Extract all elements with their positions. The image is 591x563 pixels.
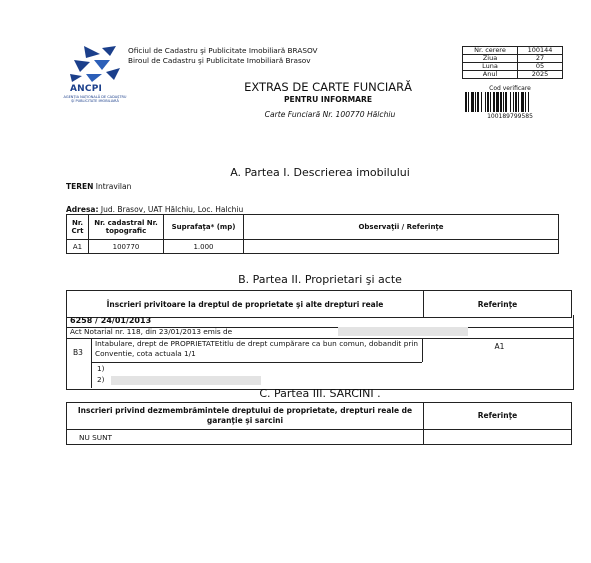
document-subtitle: PENTRU INFORMARE bbox=[283, 95, 373, 104]
cell-nr-cadastral: 100770 bbox=[89, 240, 164, 254]
barcode-bar bbox=[513, 92, 514, 112]
info-label: Nr. cerere bbox=[463, 47, 518, 55]
owner-2-label: 2) bbox=[97, 375, 105, 384]
barcode-bar bbox=[515, 92, 517, 112]
col-referinte: Referinţe bbox=[424, 291, 572, 318]
office-line-1: Oficiul de Cadastru şi Publicitate Imobiliară BRASOV bbox=[128, 46, 318, 55]
table-header-row bbox=[67, 215, 559, 240]
property-type bbox=[66, 182, 131, 191]
info-row bbox=[463, 55, 563, 63]
logo-text: ANCPI bbox=[70, 84, 103, 94]
col-nr-crt: Nr. Crt bbox=[67, 215, 89, 240]
divider bbox=[422, 338, 423, 362]
verification-code-value: 100189799585 bbox=[487, 113, 533, 120]
barcode-bar bbox=[487, 92, 489, 112]
property-type-value: Intravilan bbox=[93, 182, 132, 191]
barcode-bar bbox=[485, 92, 486, 112]
info-label: Luna bbox=[463, 63, 518, 71]
ancpi-logo bbox=[66, 44, 128, 114]
barcode-bar bbox=[465, 92, 467, 112]
barcode-bar bbox=[475, 92, 476, 112]
info-row bbox=[463, 71, 563, 79]
info-value: 05 bbox=[518, 63, 563, 71]
part-c-title: C. Partea III. SARCINI . bbox=[259, 387, 381, 400]
info-value: 27 bbox=[518, 55, 563, 63]
table-header-row bbox=[67, 291, 572, 318]
col-inscrieri: Inscrieri privind dezmembrămintele dreptului de proprietate, drepturi reale de garanţie şi sarcini bbox=[67, 403, 424, 430]
address-value: Jud. Brasov, UAT Hălchiu, Loc. Halchiu bbox=[98, 205, 244, 214]
info-row bbox=[463, 47, 563, 55]
part-b-title: B. Partea II. Proprietari şi acte bbox=[238, 273, 402, 286]
barcode-bar bbox=[521, 92, 524, 112]
logo-subtext: AGENȚIA NAȚIONALĂ DE CADASTRU ȘI PUBLICITATE IMOBILIARĂ bbox=[63, 95, 127, 103]
cell-referinte bbox=[424, 430, 572, 445]
office-line-2: Biroul de Cadastru şi Publicitate Imobiliară Brasov bbox=[128, 56, 311, 65]
request-info-table bbox=[462, 46, 563, 79]
cell-nr-crt: A1 bbox=[67, 240, 89, 254]
barcode-bar bbox=[510, 92, 511, 112]
divider bbox=[91, 338, 92, 388]
barcode-bar bbox=[500, 92, 502, 112]
table-row bbox=[67, 430, 572, 445]
redacted-owner bbox=[111, 376, 261, 385]
info-label: Anul bbox=[463, 71, 518, 79]
barcode-bar bbox=[505, 92, 507, 112]
table-header-row bbox=[67, 403, 572, 430]
entry-text: Intabulare, drept de PROPRIETATEtitlu de drept cumpărare ca bun comun, dobandit prin Conventie, cota actuala 1/1 bbox=[95, 339, 418, 358]
cell-suprafata: 1.000 bbox=[164, 240, 244, 254]
registration-number: 6258 / 24/01/2013 bbox=[70, 316, 152, 325]
property-address bbox=[66, 205, 243, 214]
barcode-bar bbox=[518, 92, 519, 112]
ownership-entry bbox=[66, 315, 574, 390]
barcode-bar bbox=[471, 92, 474, 112]
verification-code-label: Cod verificare bbox=[489, 85, 531, 92]
redacted-issuer bbox=[338, 327, 468, 336]
barcode-bar bbox=[496, 92, 499, 112]
ownership-table bbox=[66, 290, 572, 318]
col-nr-cadastral: Nr. cadastral Nr. topografic bbox=[89, 215, 164, 240]
cell-sarcini: NU SUNT bbox=[67, 430, 424, 445]
divider bbox=[91, 362, 422, 363]
address-label: Adresa: bbox=[66, 205, 99, 214]
barcode-bar bbox=[493, 92, 495, 112]
barcode-bar bbox=[503, 92, 504, 112]
info-label: Ziua bbox=[463, 55, 518, 63]
barcode-bar bbox=[525, 92, 526, 112]
barcode-bar bbox=[481, 92, 482, 112]
entry-code: B3 bbox=[73, 348, 83, 357]
notarial-act: Act Notarial nr. 118, din 23/01/2013 emis de bbox=[70, 327, 233, 336]
barcode-bar bbox=[468, 92, 469, 112]
property-type-label: TEREN bbox=[66, 182, 94, 191]
table-row bbox=[67, 240, 559, 254]
col-referinte: Referinţe bbox=[424, 403, 572, 430]
col-observatii: Observaţii / Referinţe bbox=[244, 215, 559, 240]
info-value: 2025 bbox=[518, 71, 563, 79]
owner-1-label: 1) bbox=[97, 364, 105, 373]
carte-funciara-number: Carte Funciară Nr. 100770 Hălchiu bbox=[264, 110, 396, 119]
cell-observatii bbox=[244, 240, 559, 254]
col-suprafata: Suprafaţa* (mp) bbox=[164, 215, 244, 240]
barcode-bar bbox=[490, 92, 491, 112]
property-description-table bbox=[66, 214, 559, 254]
col-inscrieri: Înscrieri privitoare la dreptul de proprietate şi alte drepturi reale bbox=[67, 291, 424, 318]
barcode-bar bbox=[528, 92, 529, 112]
barcode-image bbox=[464, 92, 559, 112]
info-value: 100144 bbox=[518, 47, 563, 55]
barcode-bar bbox=[477, 92, 479, 112]
encumbrances-table bbox=[66, 402, 572, 445]
document-title: EXTRAS DE CARTE FUNCIARĂ bbox=[244, 80, 412, 94]
entry-reference: A1 bbox=[494, 342, 505, 351]
part-a-title: A. Partea I. Descrierea imobilului bbox=[230, 166, 410, 179]
